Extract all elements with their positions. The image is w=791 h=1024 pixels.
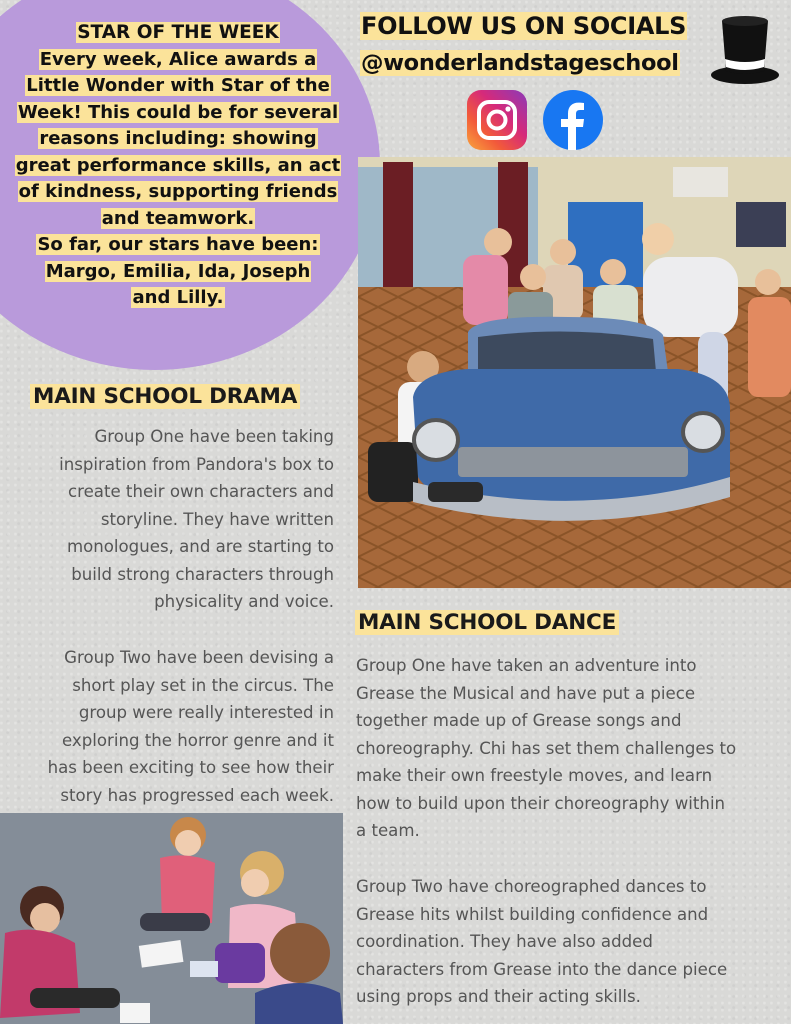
- star-title: STAR OF THE WEEK: [77, 22, 279, 43]
- star-line: of kindness, supporting friends: [18, 181, 338, 202]
- star-line: reasons including: showing: [39, 128, 317, 149]
- socials-title: FOLLOW US ON SOCIALS: [361, 12, 687, 40]
- dance-heading: MAIN SCHOOL DANCE: [355, 610, 619, 635]
- facebook-icon[interactable]: [543, 90, 603, 150]
- car-group-photo: [358, 157, 791, 588]
- top-hat-icon: [710, 13, 780, 85]
- star-line: Week! This could be for several: [17, 101, 339, 123]
- star-line: Margo, Emilia, Ida, Joseph: [45, 260, 311, 282]
- star-line: Every week, Alice awards a: [39, 48, 317, 70]
- dance-group-two-text: Group Two have choreographed dances to Grease hits whilst building confidence and coordination. They have also added characters from Grease into the dance piece using props and their acting skills.: [356, 877, 728, 1006]
- star-of-the-week: [0, 20, 356, 312]
- star-line: and Lilly.: [132, 287, 224, 308]
- dance-group-one-text: Group One have taken an adventure into Grease the Musical and have put a piece together made up of Grease songs and choreography. Chi has set them challenges to make their own freestyle moves, and learn how to build upon their choreography within a team.: [356, 656, 737, 840]
- star-line: great performance skills, an act: [15, 154, 341, 176]
- instagram-icon[interactable]: [467, 90, 527, 150]
- star-line: So far, our stars have been:: [37, 234, 319, 255]
- drama-group-one-text: Group One have been taking inspiration from Pandora's box to create their own characters and storyline. They have written monologues, and are starting to build strong characters through physicality and voice.: [59, 427, 334, 611]
- star-line: Little Wonder with Star of the: [26, 75, 330, 96]
- socials-handle[interactable]: @wonderlandstageschool: [361, 50, 679, 76]
- floor-activity-photo: [0, 813, 343, 1024]
- drama-heading: MAIN SCHOOL DRAMA: [30, 384, 300, 409]
- drama-group-two-text: Group Two have been devising a short play set in the circus. The group were really interested in exploring the horror genre and it has been exciting to see how their story has progressed each week.: [47, 648, 334, 805]
- star-line: and teamwork.: [101, 207, 255, 229]
